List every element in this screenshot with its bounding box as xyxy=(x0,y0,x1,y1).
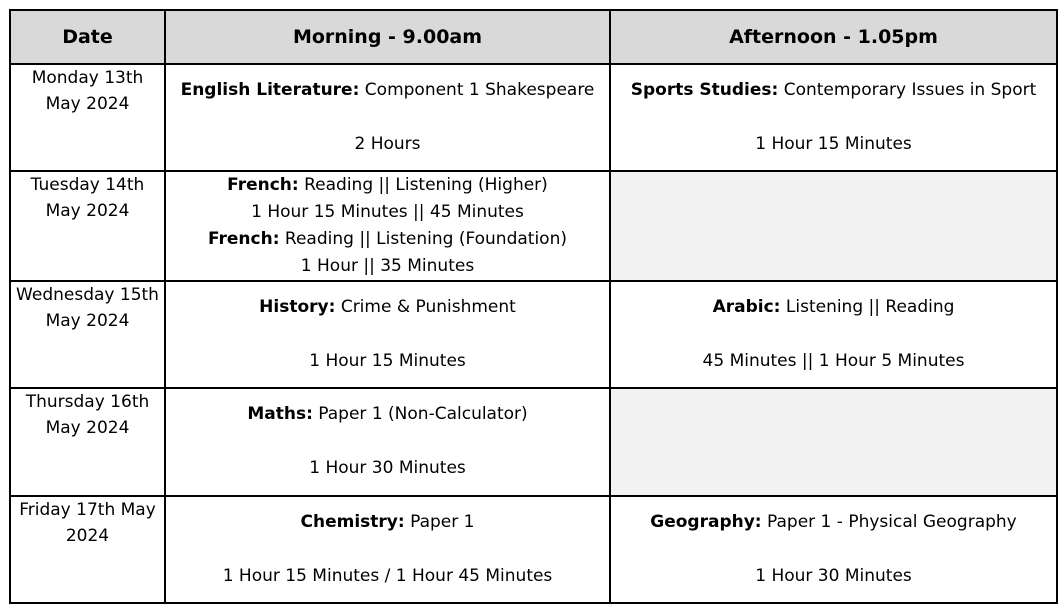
date-cell xyxy=(10,64,165,171)
morning-session xyxy=(165,171,610,281)
date-line: Thursday 16th xyxy=(25,392,150,412)
subject-name: Sports Studies: xyxy=(630,80,779,100)
date-line: May 2024 xyxy=(45,94,130,114)
date-cell xyxy=(10,496,165,603)
afternoon-session xyxy=(610,281,1057,388)
exam-title xyxy=(166,509,609,535)
exam-title xyxy=(611,509,1056,535)
morning-session xyxy=(165,64,610,171)
date-cell xyxy=(10,281,165,388)
paper-name: Paper 1 xyxy=(404,512,475,532)
morning-session xyxy=(165,281,610,388)
exam-duration: 45 Minutes || 1 Hour 5 Minutes xyxy=(702,351,965,371)
date-line: Monday 13th xyxy=(31,68,144,88)
paper-name: Paper 1 - Physical Geography xyxy=(761,512,1017,532)
afternoon-session xyxy=(610,496,1057,603)
table-row xyxy=(10,64,1057,171)
date-line: Tuesday 14th xyxy=(30,175,145,195)
paper-name: Reading || Listening (Higher) xyxy=(298,175,548,195)
date-line: Friday 17th May xyxy=(19,500,156,520)
afternoon-session-empty xyxy=(610,388,1057,496)
date-line: May 2024 xyxy=(45,418,130,438)
exam-duration: 1 Hour 30 Minutes xyxy=(755,566,912,586)
exam-duration: 1 Hour 15 Minutes xyxy=(309,351,466,371)
date-cell xyxy=(10,388,165,496)
subject-name: Chemistry: xyxy=(300,512,405,532)
afternoon-session-empty xyxy=(610,171,1057,281)
date-line: May 2024 xyxy=(45,201,130,221)
paper-name: Paper 1 (Non-Calculator) xyxy=(312,404,528,424)
header-morning: Morning - 9.00am xyxy=(165,10,610,64)
header-row xyxy=(10,10,1057,64)
exam-duration: 1 Hour 15 Minutes || 45 Minutes xyxy=(251,202,524,222)
date-cell xyxy=(10,171,165,281)
table-row xyxy=(10,281,1057,388)
table-row xyxy=(10,496,1057,603)
paper-name: Crime & Punishment xyxy=(335,297,516,317)
exam-title xyxy=(166,401,609,427)
subject-name: French: xyxy=(207,229,280,249)
exam-title xyxy=(166,77,609,103)
subject-name: English Literature: xyxy=(180,80,360,100)
exam-timetable xyxy=(9,9,1058,604)
exam-title xyxy=(611,77,1056,103)
table-row xyxy=(10,388,1057,496)
date-line: 2024 xyxy=(65,526,110,546)
header-date: Date xyxy=(10,10,165,64)
paper-name: Reading || Listening (Foundation) xyxy=(279,229,567,249)
exam-duration: 1 Hour || 35 Minutes xyxy=(300,256,475,276)
exam-title xyxy=(166,294,609,320)
header-afternoon: Afternoon - 1.05pm xyxy=(610,10,1057,64)
exam-duration: 1 Hour 30 Minutes xyxy=(309,458,466,478)
paper-name: Listening || Reading xyxy=(780,297,955,317)
exam-duration: 1 Hour 15 Minutes xyxy=(755,134,912,154)
subject-name: Arabic: xyxy=(712,297,781,317)
exam-duration: 1 Hour 15 Minutes / 1 Hour 45 Minutes xyxy=(222,566,553,586)
morning-session xyxy=(165,496,610,603)
subject-name: Maths: xyxy=(247,404,313,424)
table-row xyxy=(10,171,1057,281)
subject-name: French: xyxy=(227,175,299,195)
date-line: Wednesday 15th xyxy=(16,285,159,305)
date-line: May 2024 xyxy=(45,311,130,331)
morning-session xyxy=(165,388,610,496)
exam-duration: 2 Hours xyxy=(354,134,421,154)
exam-title xyxy=(166,226,609,253)
paper-name: Contemporary Issues in Sport xyxy=(778,80,1037,100)
paper-name: Component 1 Shakespeare xyxy=(359,80,595,100)
subject-name: Geography: xyxy=(650,512,762,532)
subject-name: History: xyxy=(259,297,336,317)
exam-title xyxy=(611,294,1056,320)
afternoon-session xyxy=(610,64,1057,171)
exam-title xyxy=(166,172,609,199)
